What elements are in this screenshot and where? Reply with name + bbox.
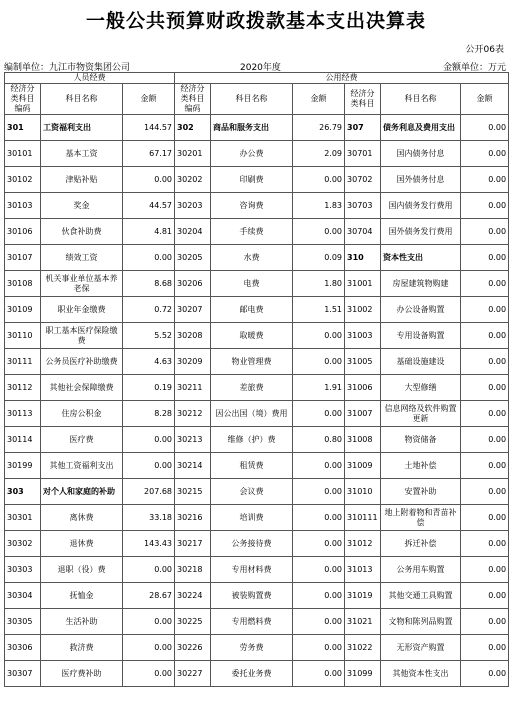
table-row — [5, 635, 509, 661]
cell-name: 培训费 — [211, 505, 293, 531]
cell-amount: 8.28 — [123, 401, 175, 427]
cell-code: 31009 — [345, 453, 381, 479]
cell-name: 因公出国（境）费用 — [211, 401, 293, 427]
cell-amount: 0.00 — [293, 635, 345, 661]
cell-name: 津贴补贴 — [41, 167, 123, 193]
cell-amount: 0.00 — [461, 609, 509, 635]
cell-name: 租赁费 — [211, 453, 293, 479]
cell-amount: 0.00 — [123, 557, 175, 583]
cell-name: 维修（护）费 — [211, 427, 293, 453]
cell-name: 离休费 — [41, 505, 123, 531]
cell-name: 房屋建筑物购建 — [381, 271, 461, 297]
cell-name: 土地补偿 — [381, 453, 461, 479]
cell-amount: 5.52 — [123, 323, 175, 349]
cell-code: 30704 — [345, 219, 381, 245]
cell-name: 办公费 — [211, 141, 293, 167]
cell-code: 30305 — [5, 609, 41, 635]
cell-name: 物业管理费 — [211, 349, 293, 375]
cell-amount: 0.00 — [461, 479, 509, 505]
cell-name: 住房公积金 — [41, 401, 123, 427]
cell-amount: 0.00 — [461, 349, 509, 375]
cell-code: 30214 — [175, 453, 211, 479]
cell-name: 被装购置费 — [211, 583, 293, 609]
cell-code: 30306 — [5, 635, 41, 661]
table-row — [5, 297, 509, 323]
col-header-amount: 金额 — [123, 84, 175, 115]
cell-amount: 0.00 — [461, 453, 509, 479]
cell-code: 30109 — [5, 297, 41, 323]
cell-name: 基本工资 — [41, 141, 123, 167]
cell-amount: 0.00 — [123, 167, 175, 193]
cell-code: 30213 — [175, 427, 211, 453]
cell-amount: 0.00 — [293, 453, 345, 479]
cell-name: 商品和服务支出 — [211, 115, 293, 141]
cell-name: 对个人和家庭的补助 — [41, 479, 123, 505]
cell-amount: 0.72 — [123, 297, 175, 323]
cell-amount: 0.00 — [461, 427, 509, 453]
cell-code: 31005 — [345, 349, 381, 375]
cell-amount: 0.00 — [461, 505, 509, 531]
cell-code: 30211 — [175, 375, 211, 401]
cell-name: 其他社会保障缴费 — [41, 375, 123, 401]
cell-amount: 0.00 — [293, 219, 345, 245]
cell-code: 30212 — [175, 401, 211, 427]
cell-name: 电费 — [211, 271, 293, 297]
cell-code: 31019 — [345, 583, 381, 609]
cell-code: 31022 — [345, 635, 381, 661]
fiscal-year: 2020年度 — [240, 63, 281, 73]
cell-name: 退休费 — [41, 531, 123, 557]
cell-code: 31010 — [345, 479, 381, 505]
col-header-amount: 金额 — [461, 84, 509, 115]
cell-amount: 0.00 — [461, 141, 509, 167]
cell-code: 31012 — [345, 531, 381, 557]
cell-amount: 0.00 — [461, 661, 509, 687]
table-row — [5, 453, 509, 479]
cell-name: 印刷费 — [211, 167, 293, 193]
cell-amount: 0.00 — [461, 297, 509, 323]
cell-amount: 144.57 — [123, 115, 175, 141]
cell-code: 31008 — [345, 427, 381, 453]
cell-code: 31099 — [345, 661, 381, 687]
cell-amount: 0.00 — [123, 609, 175, 635]
cell-code: 31001 — [345, 271, 381, 297]
table-row — [5, 375, 509, 401]
cell-name: 无形资产购置 — [381, 635, 461, 661]
cell-code: 30106 — [5, 219, 41, 245]
cell-name: 差旅费 — [211, 375, 293, 401]
cell-amount: 0.00 — [461, 531, 509, 557]
cell-code: 30113 — [5, 401, 41, 427]
cell-name: 其他资本性支出 — [381, 661, 461, 687]
group-header-row — [5, 73, 509, 84]
cell-code: 30202 — [175, 167, 211, 193]
cell-code: 30225 — [175, 609, 211, 635]
cell-amount: 0.00 — [461, 375, 509, 401]
cell-name: 奖金 — [41, 193, 123, 219]
cell-name: 医疗费补助 — [41, 661, 123, 687]
cell-code: 31021 — [345, 609, 381, 635]
report-title: 一般公共预算财政拨款基本支出决算表 — [85, 10, 426, 32]
cell-code: 30301 — [5, 505, 41, 531]
cell-code: 30111 — [5, 349, 41, 375]
cell-code: 30302 — [5, 531, 41, 557]
cell-name: 医疗费 — [41, 427, 123, 453]
cell-name: 救济费 — [41, 635, 123, 661]
cell-code: 30207 — [175, 297, 211, 323]
col-header-amount: 金额 — [293, 84, 345, 115]
cell-name: 专用燃料费 — [211, 609, 293, 635]
table-row — [5, 609, 509, 635]
cell-code: 30209 — [175, 349, 211, 375]
table-row — [5, 193, 509, 219]
table-row — [5, 557, 509, 583]
cell-amount: 0.00 — [461, 115, 509, 141]
cell-name: 委托业务费 — [211, 661, 293, 687]
cell-code: 30201 — [175, 141, 211, 167]
money-unit: 金额单位：万元 — [442, 63, 506, 73]
cell-name: 抚恤金 — [41, 583, 123, 609]
personnel-group-header: 人员经费 — [5, 73, 175, 84]
cell-amount: 4.63 — [123, 349, 175, 375]
cell-amount: 0.00 — [461, 557, 509, 583]
cell-code: 31007 — [345, 401, 381, 427]
cell-code: 30701 — [345, 141, 381, 167]
cell-name: 劳务费 — [211, 635, 293, 661]
cell-amount: 1.91 — [293, 375, 345, 401]
cell-code: 30110 — [5, 323, 41, 349]
cell-code: 31002 — [345, 297, 381, 323]
table-row — [5, 141, 509, 167]
cell-code: 30112 — [5, 375, 41, 401]
cell-code: 30227 — [175, 661, 211, 687]
cell-amount: 0.00 — [293, 661, 345, 687]
cell-amount: 0.00 — [461, 635, 509, 661]
cell-amount: 1.51 — [293, 297, 345, 323]
cell-name: 国内债务发行费用 — [381, 193, 461, 219]
cell-code: 30199 — [5, 453, 41, 479]
cell-code: 307 — [345, 115, 381, 141]
cell-amount: 0.09 — [293, 245, 345, 271]
cell-name: 咨询费 — [211, 193, 293, 219]
cell-code: 310111 — [345, 505, 381, 531]
cell-code: 30205 — [175, 245, 211, 271]
cell-amount: 0.00 — [293, 531, 345, 557]
cell-code: 30307 — [5, 661, 41, 687]
table-row — [5, 271, 509, 297]
cell-amount: 0.00 — [461, 323, 509, 349]
cell-name: 其他交通工具购置 — [381, 583, 461, 609]
cell-code: 30215 — [175, 479, 211, 505]
cell-amount: 0.00 — [293, 401, 345, 427]
form-code: 公开06表 — [465, 45, 504, 55]
column-header-row — [5, 84, 509, 115]
table-row — [5, 219, 509, 245]
cell-code: 30107 — [5, 245, 41, 271]
cell-name: 办公设备购置 — [381, 297, 461, 323]
cell-code: 30206 — [175, 271, 211, 297]
cell-amount: 0.00 — [293, 167, 345, 193]
cell-name: 资本性支出 — [381, 245, 461, 271]
cell-amount: 207.68 — [123, 479, 175, 505]
cell-code: 30102 — [5, 167, 41, 193]
cell-name: 国外债务发行费用 — [381, 219, 461, 245]
col-header-code: 经济分类科目编码 — [5, 84, 41, 115]
cell-code: 310 — [345, 245, 381, 271]
cell-amount: 0.00 — [293, 479, 345, 505]
cell-code: 30218 — [175, 557, 211, 583]
cell-name: 拆迁补偿 — [381, 531, 461, 557]
cell-amount: 4.81 — [123, 219, 175, 245]
cell-amount: 67.17 — [123, 141, 175, 167]
table-row — [5, 167, 509, 193]
cell-code: 30226 — [175, 635, 211, 661]
cell-name: 地上附着物和青苗补偿 — [381, 505, 461, 531]
cell-name: 工资福利支出 — [41, 115, 123, 141]
cell-amount: 44.57 — [123, 193, 175, 219]
cell-name: 其他工资福利支出 — [41, 453, 123, 479]
cell-code: 30101 — [5, 141, 41, 167]
cell-amount: 0.00 — [293, 583, 345, 609]
cell-amount: 26.79 — [293, 115, 345, 141]
cell-name: 公务用车购置 — [381, 557, 461, 583]
cell-amount: 0.00 — [123, 427, 175, 453]
cell-name: 物资储备 — [381, 427, 461, 453]
cell-name: 安置补助 — [381, 479, 461, 505]
cell-amount: 0.00 — [293, 323, 345, 349]
cell-amount: 0.00 — [461, 271, 509, 297]
cell-amount: 0.00 — [461, 193, 509, 219]
cell-code: 303 — [5, 479, 41, 505]
table-row — [5, 323, 509, 349]
cell-amount: 0.19 — [123, 375, 175, 401]
col-header-name: 科目名称 — [381, 84, 461, 115]
cell-amount: 8.68 — [123, 271, 175, 297]
cell-code: 30203 — [175, 193, 211, 219]
cell-name: 绩效工资 — [41, 245, 123, 271]
cell-name: 水费 — [211, 245, 293, 271]
cell-code: 30114 — [5, 427, 41, 453]
cell-name: 公务接待费 — [211, 531, 293, 557]
col-header-code: 经济分类科目 — [345, 84, 381, 115]
cell-amount: 33.18 — [123, 505, 175, 531]
cell-name: 机关事业单位基本养老保 — [41, 271, 123, 297]
cell-amount: 0.00 — [123, 635, 175, 661]
cell-name: 基础设施建设 — [381, 349, 461, 375]
cell-amount: 0.00 — [293, 505, 345, 531]
cell-amount: 0.00 — [461, 245, 509, 271]
cell-name: 专用材料费 — [211, 557, 293, 583]
cell-code: 30304 — [5, 583, 41, 609]
cell-name: 手续费 — [211, 219, 293, 245]
cell-code: 31006 — [345, 375, 381, 401]
cell-name: 债务利息及费用支出 — [381, 115, 461, 141]
cell-amount: 0.00 — [461, 167, 509, 193]
cell-name: 国内债务付息 — [381, 141, 461, 167]
cell-amount: 0.00 — [123, 245, 175, 271]
cell-name: 文物和陈列品购置 — [381, 609, 461, 635]
cell-name: 大型修缮 — [381, 375, 461, 401]
cell-code: 301 — [5, 115, 41, 141]
table-row — [5, 531, 509, 557]
cell-name: 会议费 — [211, 479, 293, 505]
cell-amount: 2.09 — [293, 141, 345, 167]
col-header-code: 经济分类科目编码 — [175, 84, 211, 115]
table-row — [5, 479, 509, 505]
table-row — [5, 661, 509, 687]
table-row — [5, 245, 509, 271]
cell-code: 30703 — [345, 193, 381, 219]
cell-code: 30224 — [175, 583, 211, 609]
cell-amount: 0.00 — [123, 661, 175, 687]
cell-name: 邮电费 — [211, 297, 293, 323]
cell-name: 伙食补助费 — [41, 219, 123, 245]
cell-code: 31013 — [345, 557, 381, 583]
cell-name: 生活补助 — [41, 609, 123, 635]
cell-name: 退职（役）费 — [41, 557, 123, 583]
cell-name: 取暖费 — [211, 323, 293, 349]
cell-amount: 0.00 — [461, 219, 509, 245]
cell-code: 31003 — [345, 323, 381, 349]
col-header-name: 科目名称 — [211, 84, 293, 115]
table-row — [5, 349, 509, 375]
cell-amount: 1.80 — [293, 271, 345, 297]
cell-name: 国外债务付息 — [381, 167, 461, 193]
table-row — [5, 427, 509, 453]
cell-name: 专用设备购置 — [381, 323, 461, 349]
cell-name: 职业年金缴费 — [41, 297, 123, 323]
col-header-name: 科目名称 — [41, 84, 123, 115]
cell-amount: 0.00 — [293, 609, 345, 635]
cell-code: 30108 — [5, 271, 41, 297]
cell-amount: 0.00 — [461, 401, 509, 427]
cell-amount: 0.00 — [293, 349, 345, 375]
cell-code: 30702 — [345, 167, 381, 193]
cell-amount: 0.00 — [123, 453, 175, 479]
cell-amount: 0.00 — [461, 583, 509, 609]
cell-code: 30208 — [175, 323, 211, 349]
cell-code: 30217 — [175, 531, 211, 557]
cell-code: 30103 — [5, 193, 41, 219]
cell-code: 30216 — [175, 505, 211, 531]
cell-amount: 28.67 — [123, 583, 175, 609]
cell-name: 公务员医疗补助缴费 — [41, 349, 123, 375]
public-group-header: 公用经费 — [175, 73, 509, 84]
cell-amount: 1.83 — [293, 193, 345, 219]
cell-name: 职工基本医疗保险缴费 — [41, 323, 123, 349]
table-row — [5, 401, 509, 427]
table-row — [5, 583, 509, 609]
cell-code: 30303 — [5, 557, 41, 583]
cell-code: 302 — [175, 115, 211, 141]
compiling-unit: 编制单位：九江市物资集团公司 — [4, 63, 131, 73]
cell-name: 信息网络及软件购置更新 — [381, 401, 461, 427]
expenditure-table — [4, 72, 509, 687]
table-row — [5, 505, 509, 531]
cell-code: 30204 — [175, 219, 211, 245]
table-row — [5, 115, 509, 141]
cell-amount: 143.43 — [123, 531, 175, 557]
cell-amount: 0.80 — [293, 427, 345, 453]
cell-amount: 0.00 — [293, 557, 345, 583]
